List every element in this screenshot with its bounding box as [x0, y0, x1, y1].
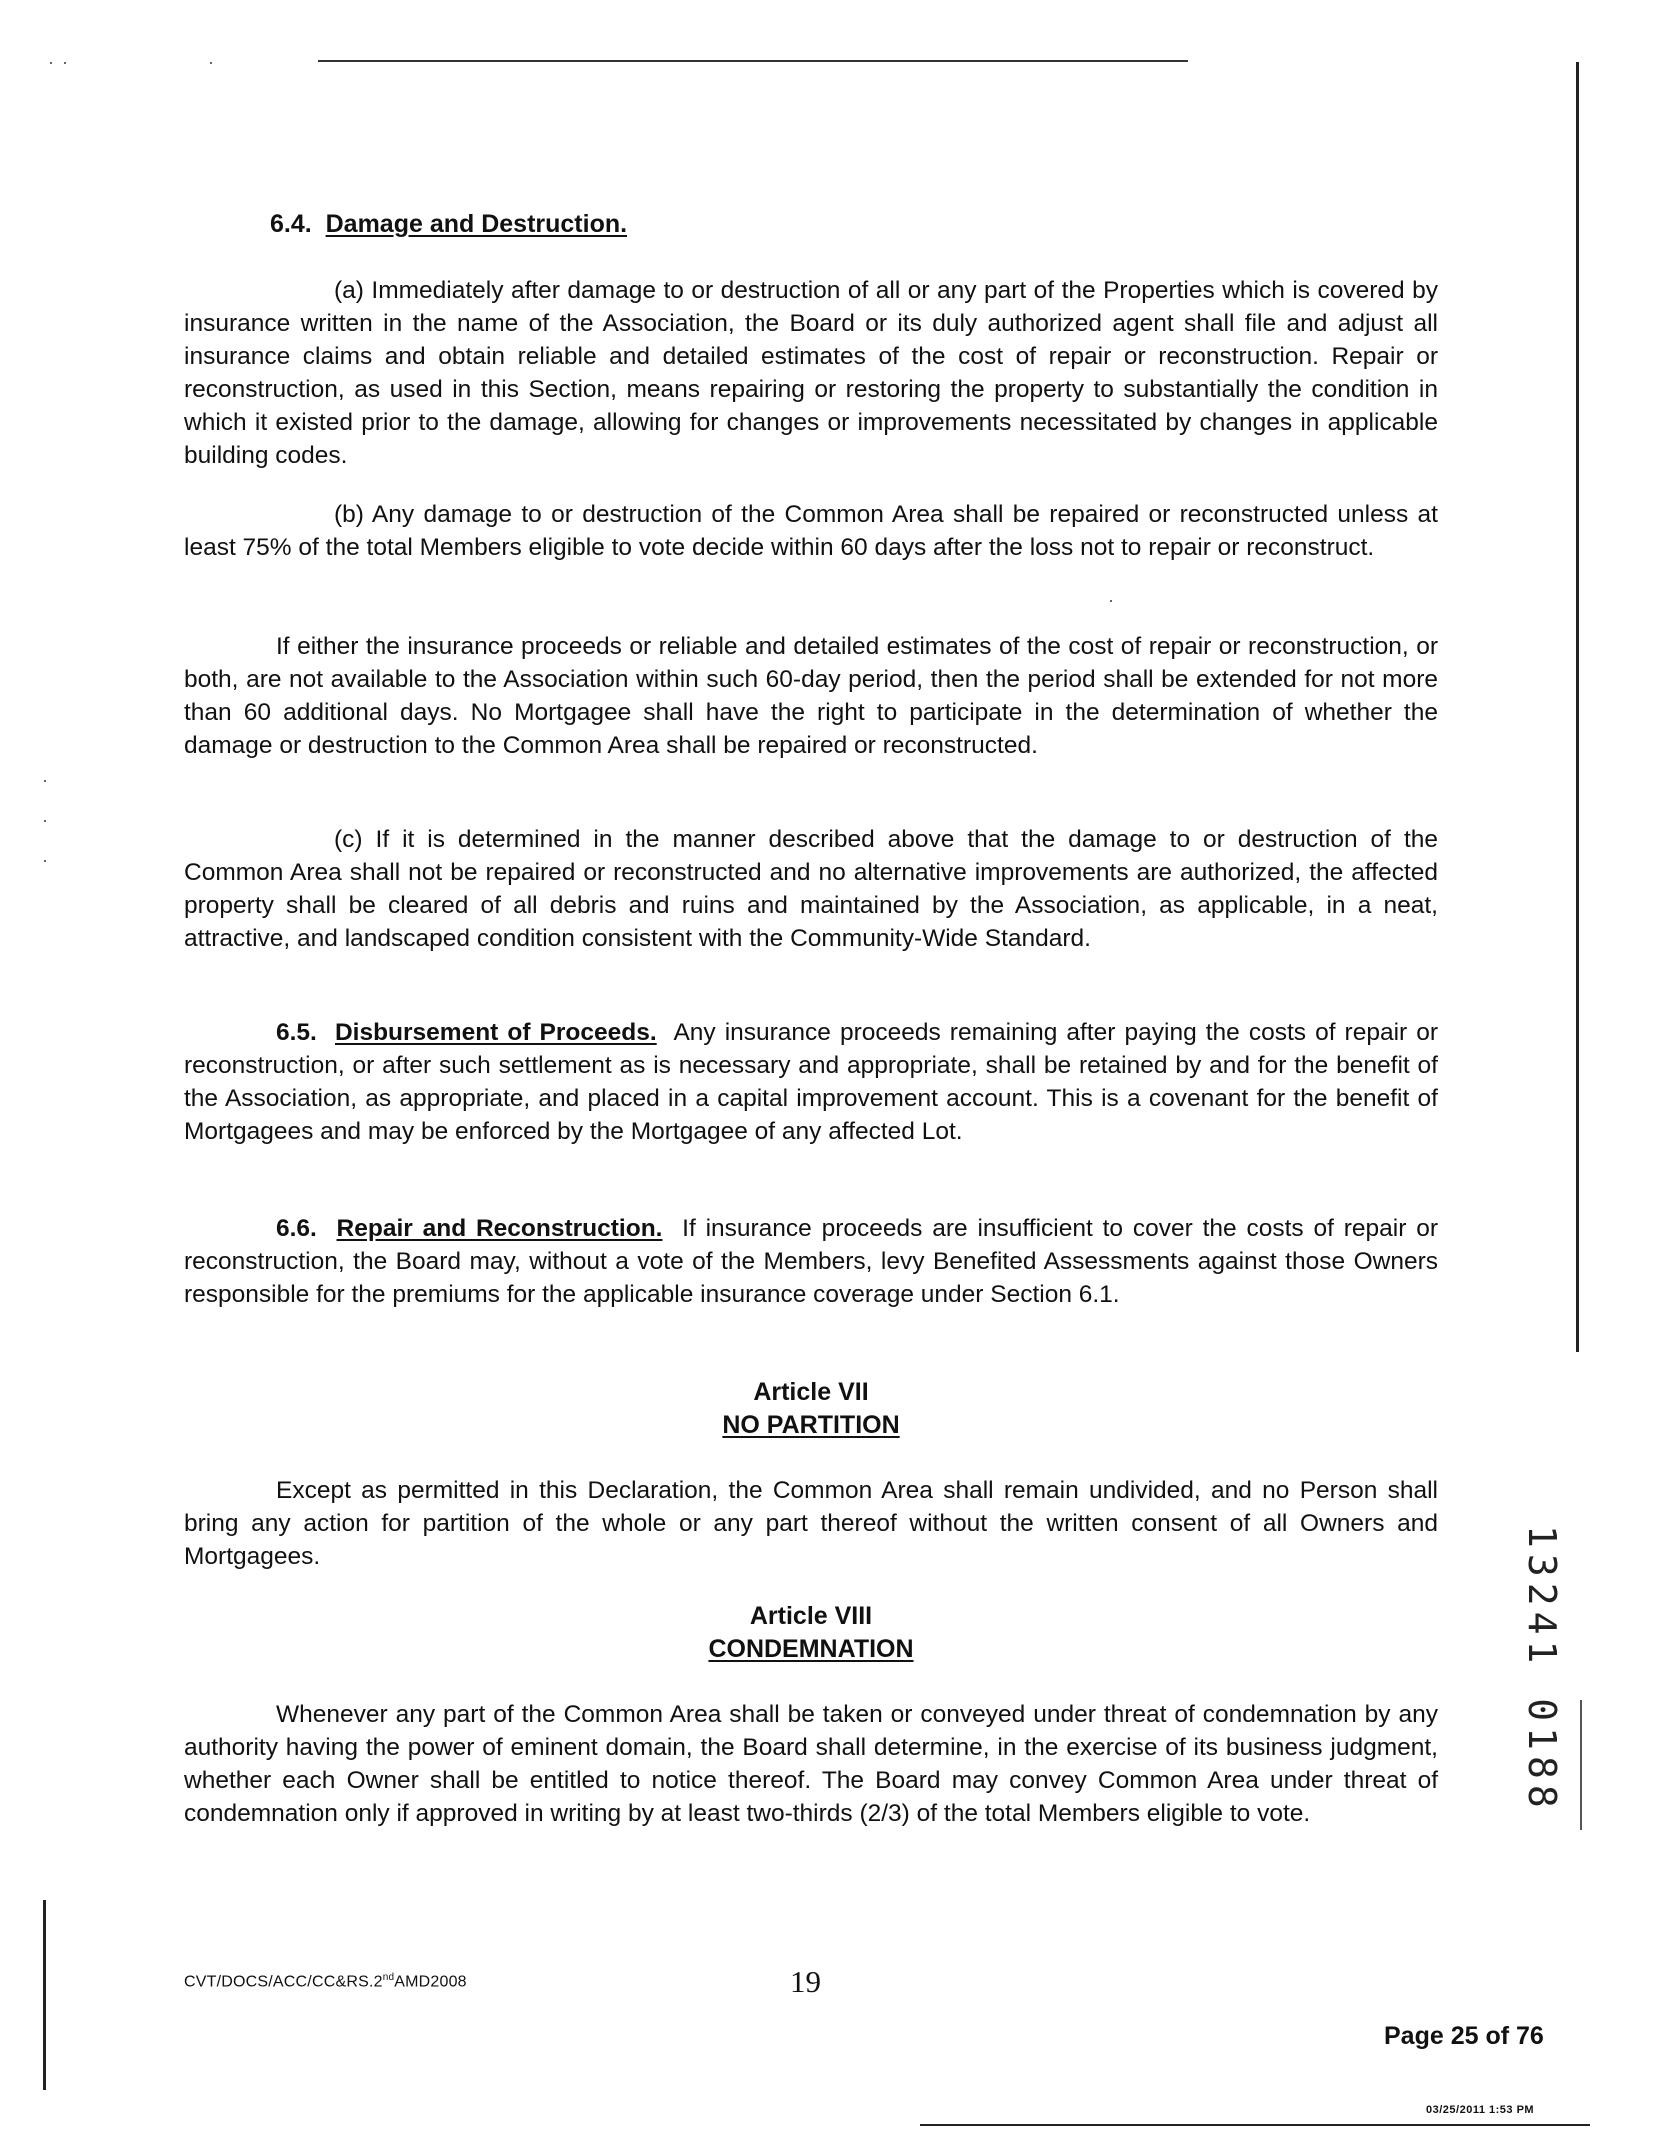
article-7-body: Except as permitted in this Declaration, the Common Area shall remain undivided, and no Person shall bring any action for partition of the whole or any part thereof without the written consent of all Owners and Mortgagees. [184, 1477, 1438, 1570]
page-count: Page 25 of 76 [1384, 2022, 1544, 2050]
scan-speck [44, 780, 46, 782]
section-title: Damage and Destruction. [325, 210, 628, 238]
recording-code: 13241 0188 [1520, 1525, 1564, 1814]
document-path: CVT/DOCS/ACC/CC&RS.2ndAMD2008 [184, 1972, 467, 1991]
article-7-heading [184, 1376, 1438, 1442]
scan-speck [210, 62, 212, 64]
section-title: Repair and Reconstruction. [336, 1215, 663, 1242]
article-label: Article VII [753, 1378, 869, 1406]
article-title: CONDEMNATION [708, 1635, 914, 1663]
article-8-body: Whenever any part of the Common Area shall be taken or conveyed under threat of condemnation by any authority having the power of eminent domain, the Board shall determine, in the exercise of its business judgment, whether each Owner shall be entitled to notice thereof. The Board may convey Common Area under threat of condemnation only if approved in writing by at least two-thirds (2/3) of the total Members eligible to vote. [184, 1701, 1438, 1827]
scan-speck [44, 860, 46, 862]
section-6-4-para-c: (c) If it is determined in the manner described above that the damage to or destruction of the Common Area shall not be repaired or reconstructed and no alternative improvements are authorized, the affected property shall be cleared of all debris and ruins and maintained by the Association, as applicable, in a neat, attractive, and landscaped condition consistent with the Community-Wide Standard. [184, 826, 1438, 952]
scan-left-rule [43, 1900, 46, 2090]
section-body: If insurance proceeds are insufficient to cover the costs of repair or reconstruction, the Board may, without a vote of the Members, levy Benefited Assessments against those Owners responsible for the premiums for the applicable insurance coverage under Section 6.1. [184, 1215, 1438, 1308]
section-number: 6.6. [276, 1215, 317, 1242]
section-6-6 [184, 1212, 1438, 1311]
section-body: Any insurance proceeds remaining after paying the costs of repair or reconstruction, or after such settlement as is necessary and appropriate, shall be retained by and for the benefit of the Association, as appropriate, and placed in a capital improvement account. This is a covenant for the benefit of Mortgagees and may be enforced by the Mortgagee of any affected Lot. [184, 1019, 1439, 1145]
article-label: Article VIII [749, 1602, 873, 1630]
section-6-4-para-a: (a) Immediately after damage to or destruction of all or any part of the Properties which is covered by insurance written in the name of the Association, the Board or its duly authorized agent shall file and adjust all insurance claims and obtain reliable and detailed estimates of the cost of repair or reconstruction. Repair or reconstruction, as used in this Section, means repairing or restoring the property to substantially the condition in which it existed prior to the damage, allowing for changes or improvements necessitated by changes in applicable building codes. [184, 277, 1438, 469]
scan-right-rule [1576, 62, 1579, 1352]
section-number: 6.4. [270, 210, 312, 238]
section-6-5 [184, 1016, 1438, 1148]
section-number: 6.5. [276, 1019, 317, 1046]
section-6-4-para-b2: If either the insurance proceeds or reliable and detailed estimates of the cost of repair or reconstruction, or both, are not available to the Association within such 60-day period, then the period shall be extended for not more than 60 additional days. No Mortgagee shall have the right to participate in the determination of whether the damage or destruction to the Common Area shall be repaired or reconstructed. [184, 633, 1438, 759]
section-6-4-para-b: (b) Any damage to or destruction of the Common Area shall be repaired or reconstructed unless at least 75% of the total Members eligible to vote decide within 60 days after the loss not to repair or reconstruct. [184, 501, 1438, 561]
article-8-heading [184, 1600, 1438, 1666]
scan-bottom-rule [920, 2124, 1590, 2126]
scan-speck [50, 62, 52, 64]
scan-speck [44, 820, 46, 822]
scan-right-rule-lower [1580, 1700, 1582, 1830]
section-6-4-heading [270, 210, 627, 239]
page-number: 19 [790, 1964, 821, 1999]
section-title: Disbursement of Proceeds. [334, 1019, 657, 1046]
scan-top-rule [318, 60, 1188, 62]
scan-speck [1110, 600, 1112, 602]
scan-speck [64, 62, 66, 64]
article-title: NO PARTITION [722, 1411, 900, 1439]
timestamp-stamp: 03/25/2011 1:53 PM [1426, 2104, 1535, 2116]
